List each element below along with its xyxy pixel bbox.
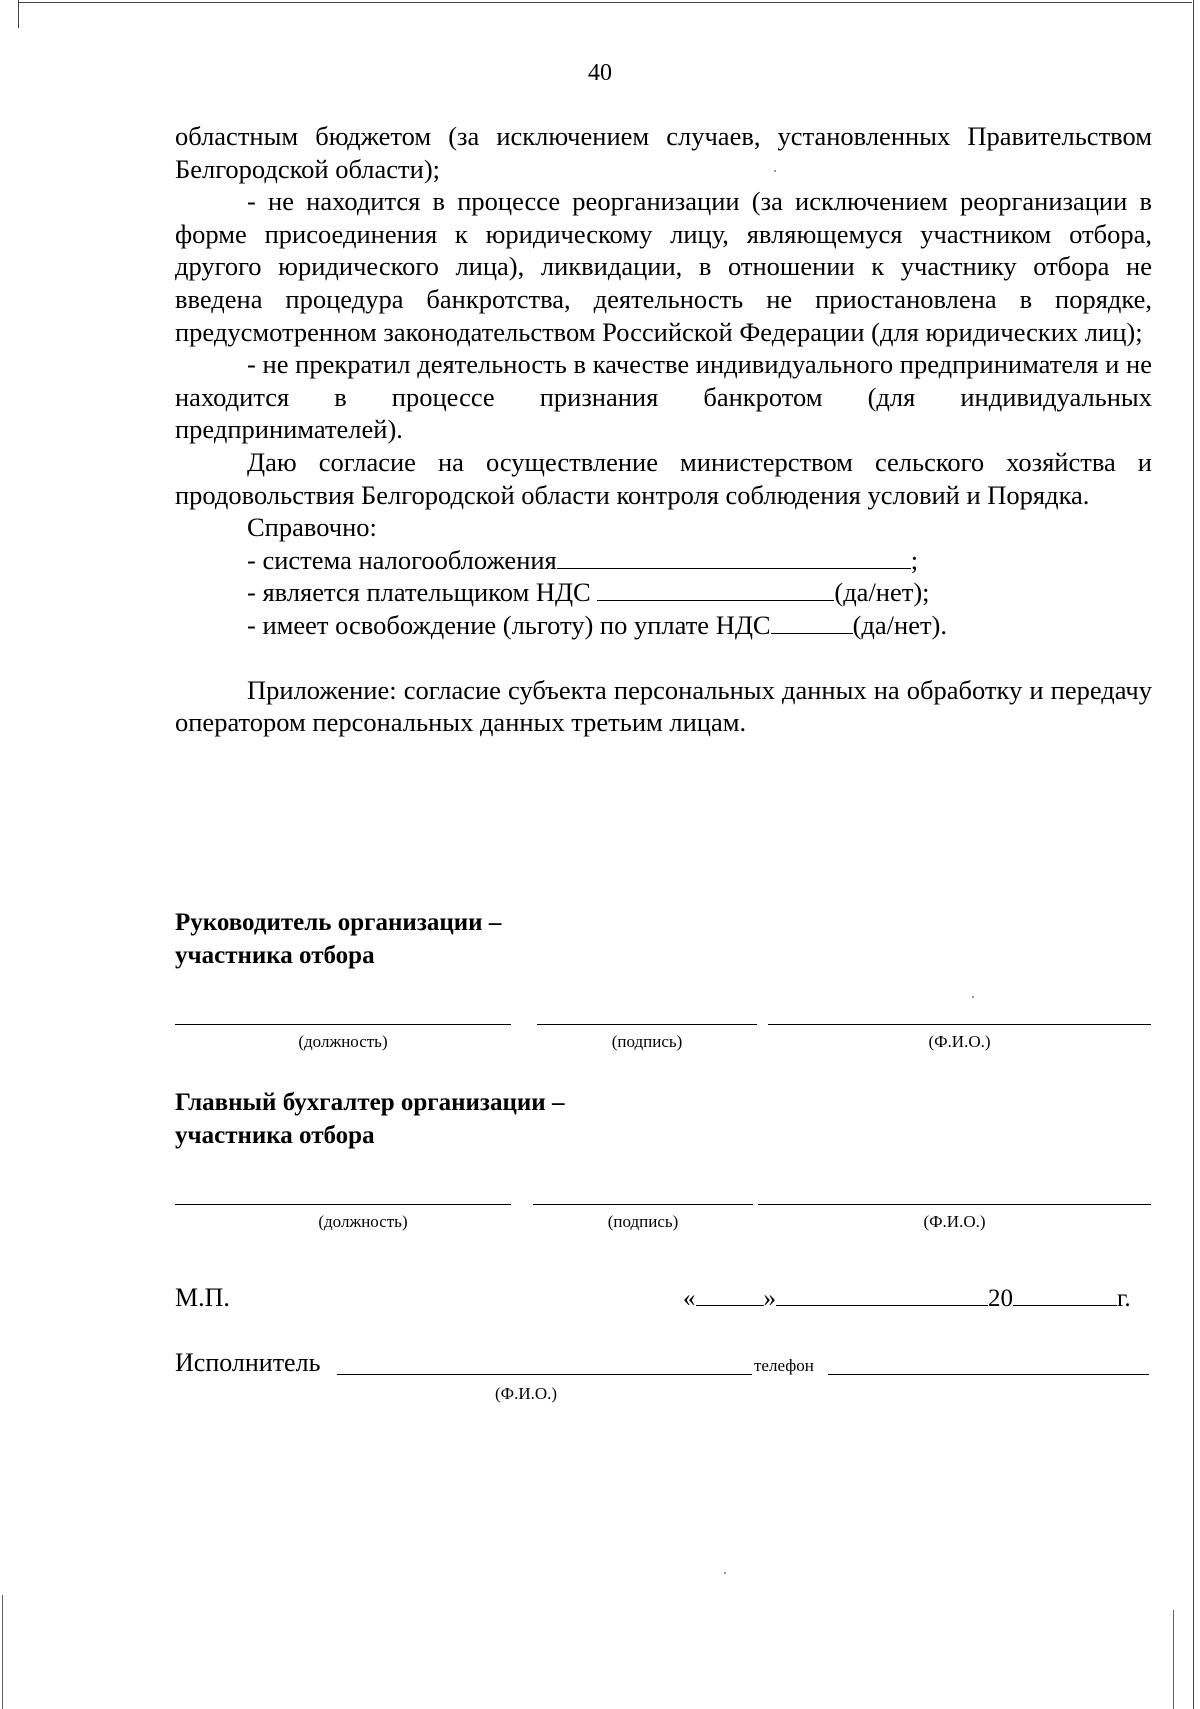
stamp-date-row: [175, 1283, 1151, 1323]
stamp-label: М.П.: [175, 1283, 230, 1312]
page-number: 40: [588, 60, 612, 86]
vat-payer-end: (да/нет);: [834, 577, 930, 608]
vat-exempt-end: (да/нет).: [852, 609, 947, 640]
vat-payer-field[interactable]: [597, 578, 834, 601]
executor-name-caption: (Ф.И.О.): [495, 1384, 558, 1403]
head-title-line-2: участника отбора: [175, 942, 375, 969]
scan-edge-left: [18, 0, 19, 28]
head-position-caption: (должность): [298, 1032, 388, 1051]
paragraph-consent: Даю согласие на осуществление министерством сельского хозяйства и продовольствия Белгородской области контроля соблюдения условий и Порядка.: [175, 446, 1152, 510]
paragraph-reorganization: - не находится в процессе реорганизации (за исключением реорганизации в форме присоединения к юридическому лицу, являющемуся участником отбора, другого юридического лица), ликвидации, в отношении к участнику отбора не введена процедура банкротства, деятельность не приостановлена в порядке, предусмотренном законодательством Российской Федерации (для юридических лиц);: [175, 186, 1152, 347]
scan-speck: [774, 170, 776, 172]
reference-title: Справочно:: [247, 512, 377, 543]
date-day-field[interactable]: [696, 1283, 764, 1306]
head-name-line[interactable]: [768, 1024, 1151, 1025]
vat-payer-line: [175, 576, 1152, 609]
executor-phone-line[interactable]: [828, 1374, 1149, 1375]
paragraph-entrepreneur: - не прекратил деятельность в качестве индивидуального предпринимателя и не находится в процессе признания банкротом (для индивидуальных предпринимателей).: [175, 349, 1152, 445]
accountant-signature-caption: (подпись): [607, 1212, 679, 1231]
accountant-title-line-1: Главный бухгалтер организации –: [175, 1089, 565, 1116]
accountant-signature-line[interactable]: [533, 1204, 753, 1205]
vat-exempt-field[interactable]: [771, 611, 853, 634]
scan-speck: [724, 1572, 726, 1574]
paragraph-appendix: Приложение: согласие субъекта персональных данных на обработку и передачу оператором персональных данных третьим лицам.: [175, 674, 1152, 738]
date-group: [683, 1283, 1131, 1313]
scan-edge-left-bottom: [2, 1595, 3, 1709]
head-signature-caption: (подпись): [611, 1032, 683, 1051]
executor-label: Исполнитель: [175, 1348, 321, 1377]
date-year-prefix: 20: [988, 1285, 1013, 1312]
vat-payer-label: - является плательщиком НДС: [247, 577, 591, 608]
accountant-name-line[interactable]: [758, 1204, 1151, 1205]
date-year-field[interactable]: [1013, 1283, 1117, 1306]
head-signature-line[interactable]: [537, 1024, 757, 1025]
executor-row: [175, 1348, 1151, 1418]
head-title-line-1: Руководитель организации –: [175, 909, 502, 936]
accountant-title-line-2: участника отбора: [175, 1122, 375, 1149]
vat-exempt-line: [175, 609, 1152, 642]
spacer: [175, 642, 1152, 674]
executor-phone-label: телефон: [754, 1356, 814, 1375]
tax-system-label: - система налогообложения: [247, 544, 557, 575]
date-month-field[interactable]: [776, 1283, 988, 1306]
head-signature-row: [175, 1024, 1151, 1064]
date-year-suffix: г.: [1117, 1285, 1131, 1312]
date-quote-open: «: [683, 1285, 696, 1312]
scan-edge-top: [18, 2, 1192, 3]
accountant-signature-heading: [175, 1086, 564, 1152]
head-name-caption: (Ф.И.О.): [928, 1032, 991, 1051]
accountant-name-caption: (Ф.И.О.): [923, 1212, 986, 1231]
paragraph-budget: областным бюджетом (за исключением случаев, установленных Правительством Белгородской области);: [175, 121, 1152, 184]
accountant-position-caption: (должность): [318, 1212, 408, 1231]
vat-exempt-label: - имеет освобождение (льготу) по уплате НДС: [247, 609, 771, 640]
executor-name-line[interactable]: [337, 1374, 752, 1375]
date-quote-close: »: [763, 1285, 776, 1312]
body-text: [175, 120, 1152, 739]
tax-system-end: ;: [910, 544, 919, 575]
scan-speck: [972, 996, 974, 998]
head-position-line[interactable]: [175, 1024, 511, 1025]
scan-edge-right: [1193, 0, 1194, 1709]
tax-system-line: [175, 544, 1152, 577]
accountant-signature-row: [175, 1204, 1151, 1244]
head-signature-heading: [175, 906, 501, 972]
scan-edge-right-bottom: [1173, 1610, 1174, 1709]
accountant-position-line[interactable]: [175, 1204, 511, 1205]
tax-system-field[interactable]: [557, 546, 911, 569]
